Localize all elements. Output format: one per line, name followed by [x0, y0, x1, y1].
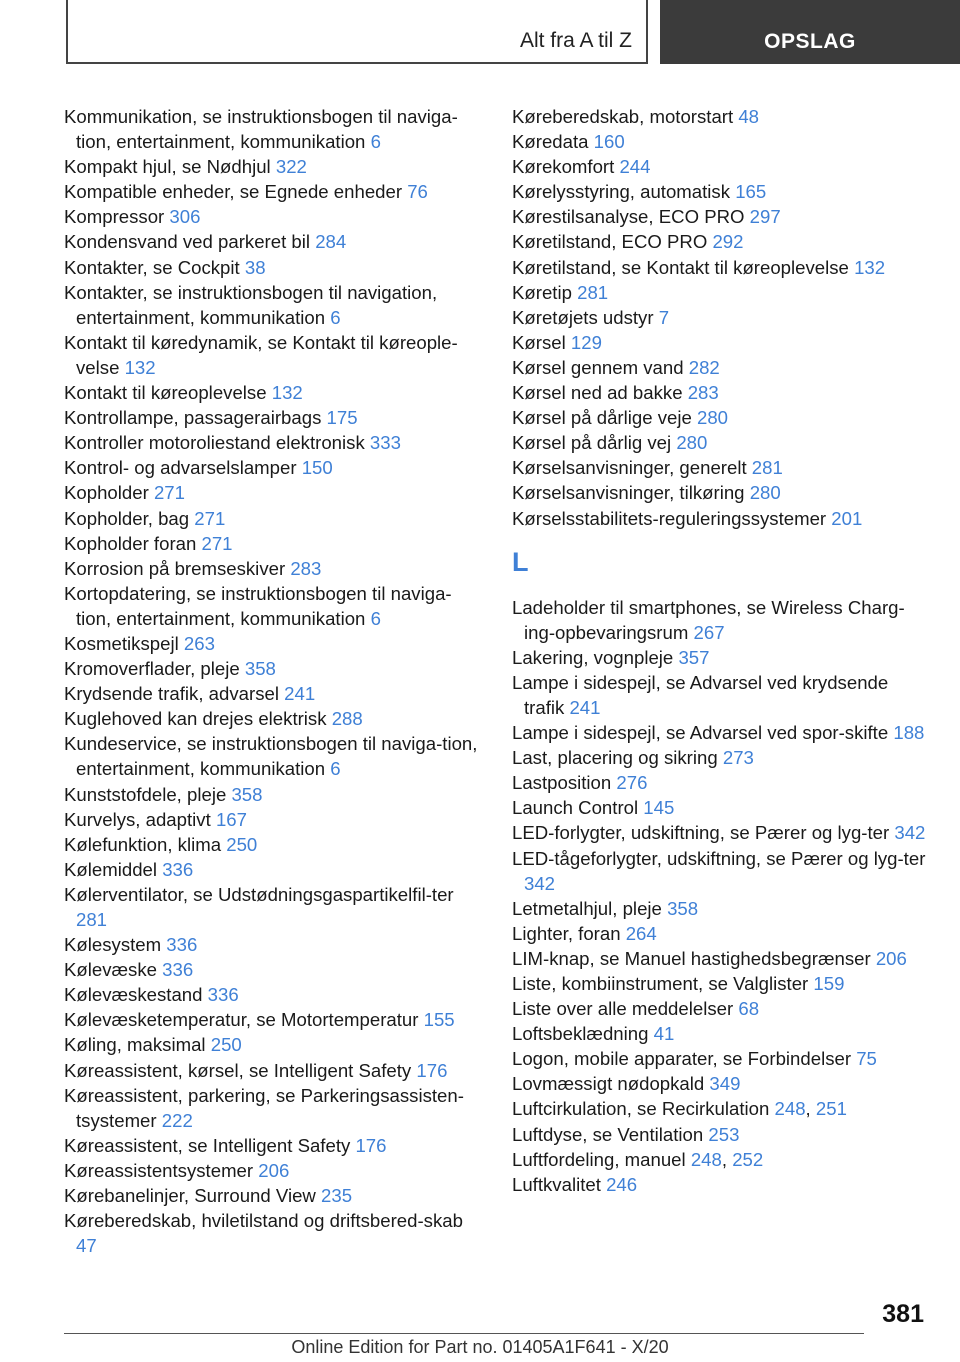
index-entry-term: Køretøjets udstyr: [512, 306, 654, 328]
page-reference-link[interactable]: 358: [244, 658, 276, 680]
index-entry: [512, 795, 932, 820]
page-reference-link[interactable]: 271: [201, 532, 233, 554]
index-entry: [64, 656, 484, 681]
page-reference-link[interactable]: 155: [423, 1009, 455, 1031]
page-reference-link[interactable]: 276: [616, 772, 648, 794]
index-group-k: [512, 104, 932, 531]
index-entry-term: Kondensvand ved parkeret bil: [64, 231, 311, 253]
index-entry: [512, 720, 932, 745]
index-entry-term: Køretilstand, ECO PRO: [512, 231, 708, 253]
page-reference-link[interactable]: 68: [738, 998, 760, 1020]
index-entry: [64, 405, 484, 430]
page-reference-link[interactable]: 342: [524, 872, 556, 894]
index-entry-term: Lampe i sidespejl, se Advarsel ved spor-skifte: [512, 722, 889, 744]
page-reference-link[interactable]: 159: [813, 973, 845, 994]
index-entry-term: Lakering, vognpleje: [512, 646, 674, 668]
page-reference-link[interactable]: 150: [301, 457, 333, 479]
page-reference-link[interactable]: 336: [166, 934, 198, 956]
index-entry: [64, 1208, 484, 1258]
index-entry-term: Luftfordeling, manuel: [512, 1148, 686, 1170]
page-reference-link[interactable]: 75: [856, 1048, 877, 1070]
index-entry: [64, 1183, 484, 1208]
index-entry-term: Kørsel på dårlige veje: [512, 407, 692, 429]
index-entry-term: Køretilstand, se Kontakt til køreoplevelse: [512, 256, 849, 278]
page-reference-link[interactable]: 6: [370, 607, 381, 629]
index-entry-term: Kurvelys, adaptivt: [64, 808, 211, 830]
index-entry: [512, 896, 932, 921]
page-reference-link[interactable]: 41: [653, 1023, 675, 1045]
page-reference-link[interactable]: 241: [284, 683, 316, 705]
index-entry-term: Liste, kombiinstrument, se Valglister: [512, 973, 809, 994]
page-reference-link[interactable]: 132: [124, 356, 156, 378]
index-entry-term: Loftsbeklædning: [512, 1023, 649, 1045]
index-entry-term: Kromoverflader, pleje: [64, 658, 240, 680]
index-entry: [512, 846, 932, 896]
index-entry-term: LED-forlygter, udskiftning, se Pærer og lyg-ter: [512, 822, 890, 844]
index-entry: [512, 670, 932, 720]
page-reference-link[interactable]: 271: [153, 482, 185, 504]
index-entry-term: Køreassistent, kørsel, se Intelligent Safety: [64, 1059, 412, 1081]
index-entry: [64, 179, 484, 204]
index-entry: [64, 631, 484, 656]
index-entry-term: Kortopdatering, se instruktionsbogen til naviga-tion, entertainment, kommunikation: [64, 582, 452, 629]
index-entry-term: Kundeservice, se instruktionsbogen til naviga-tion, entertainment, kommunikation: [64, 733, 478, 780]
index-entry: [64, 807, 484, 832]
index-entry: [512, 154, 932, 179]
index-entry-term: Kopholder foran: [64, 532, 197, 554]
page-reference-link[interactable]: 248: [690, 1148, 722, 1170]
index-entry: [64, 731, 484, 781]
index-entry-term: Kørsel ned ad bakke: [512, 382, 683, 404]
index-entry: [512, 480, 932, 505]
page-reference-link[interactable]: 336: [207, 984, 239, 1006]
index-entry: [512, 280, 932, 305]
index-entry: [64, 280, 484, 330]
page-reference-link[interactable]: 206: [258, 1159, 290, 1181]
page-reference-link[interactable]: 132: [271, 382, 303, 404]
index-entry: [64, 957, 484, 982]
page-reference-link[interactable]: 306: [169, 206, 201, 228]
index-entry-term: Kørselsanvisninger, tilkøring: [512, 482, 745, 504]
index-entry: [512, 430, 932, 455]
page-reference-link[interactable]: 129: [570, 331, 602, 353]
index-entry: [64, 330, 484, 380]
page-reference-link[interactable]: 246: [606, 1173, 638, 1195]
page-reference-link[interactable]: 253: [708, 1123, 740, 1145]
page-reference-link[interactable]: 357: [678, 646, 710, 668]
index-entry-term: Kompatible enheder, se Egnede enheder: [64, 181, 403, 203]
page-reference-link[interactable]: 280: [676, 432, 708, 454]
index-entry: Luftfordeling, manuel 248, 252: [512, 1148, 764, 1170]
page-reference-link[interactable]: 336: [162, 858, 194, 880]
page-reference-link[interactable]: 48: [738, 106, 760, 127]
page-reference-link[interactable]: 6: [330, 758, 341, 780]
index-entry: [512, 506, 932, 531]
page-reference-link[interactable]: 201: [831, 507, 863, 529]
index-entry: [512, 305, 932, 330]
index-entry-term: Kølevæske: [64, 959, 157, 981]
page-reference-link[interactable]: 281: [76, 909, 108, 930]
page-reference-link[interactable]: 342: [894, 822, 926, 844]
index-entry-term: Lastposition: [512, 772, 612, 794]
index-entry: [64, 1083, 484, 1133]
page-reference-link[interactable]: 250: [210, 1034, 242, 1056]
index-entry-term: Kompakt hjul, se Nødhjul: [64, 156, 271, 178]
index-entry: [64, 706, 484, 731]
page-reference-link[interactable]: 7: [658, 306, 670, 328]
index-entry: [512, 380, 932, 405]
index-entry: [64, 1007, 484, 1032]
page-reference-link[interactable]: 235: [321, 1185, 353, 1207]
index-entry-term: Kølerventilator, se Udstødningsgaspartikelfil-ter: [64, 883, 454, 905]
index-entry: [512, 405, 932, 430]
index-entry: [512, 645, 932, 670]
page-reference-link[interactable]: 273: [722, 747, 754, 769]
index-entry-term: Kontrol- og advarselslamper: [64, 457, 297, 479]
index-entry: [64, 430, 484, 455]
index-entry: [64, 882, 484, 932]
index-entry-term: Kontakter, se Cockpit: [64, 256, 240, 278]
index-entry: [512, 595, 932, 645]
page-reference-link[interactable]: 284: [315, 231, 347, 253]
index-entry-term: Kørestilsanalyse, ECO PRO: [512, 206, 745, 228]
index-entry-term: Kommunikation, se instruktionsbogen til naviga-tion, entertainment, kommunikation: [64, 106, 458, 153]
index-entry: [64, 204, 484, 229]
index-entry-term: Kørebanelinjer, Surround View: [64, 1185, 316, 1207]
page-reference-link[interactable]: 38: [244, 256, 266, 278]
index-entry: [64, 982, 484, 1007]
index-entry-term: Logon, mobile apparater, se Forbindelser: [512, 1048, 852, 1070]
index-entry-term: Krydsende trafik, advarsel: [64, 683, 279, 705]
page-number: 381: [882, 1300, 924, 1328]
page-reference-link[interactable]: 167: [215, 808, 247, 830]
index-entry: [512, 921, 932, 946]
index-entry-term: Lampe i sidespejl, se Advarsel ved krydsende trafik: [512, 671, 889, 718]
index-entry: [512, 1122, 932, 1147]
page-reference-link[interactable]: 145: [643, 797, 675, 819]
index-entry: [64, 154, 484, 179]
index-entry: [512, 946, 932, 971]
header-section-box: [66, 0, 648, 64]
index-letter-heading: L: [512, 546, 529, 577]
index-entry-term: Kølefunktion, klima: [64, 833, 222, 855]
index-entry: [512, 1021, 932, 1046]
index-entry: [512, 204, 932, 229]
index-entry-term: Ladeholder til smartphones, se Wireless Charg-ing-opbevaringsrum: [512, 596, 905, 643]
section-title: Alt fra A til Z: [519, 29, 632, 52]
index-entry-term: Liste over alle meddelelser: [512, 998, 734, 1020]
index-entry: [64, 104, 484, 154]
index-entry: [512, 1071, 932, 1096]
index-entry: [64, 857, 484, 882]
index-entry: [512, 1172, 932, 1197]
index-entry-term: Køling, maksimal: [64, 1034, 206, 1056]
page-reference-link[interactable]: 280: [697, 407, 729, 429]
page-reference-link[interactable]: 222: [161, 1109, 193, 1131]
index-entry: [64, 506, 484, 531]
page-reference-link[interactable]: 264: [625, 922, 657, 944]
page-reference-link[interactable]: 288: [331, 708, 363, 730]
index-entry: [64, 1032, 484, 1057]
index-entry-term: Kølemiddel: [64, 858, 158, 880]
index-entry-term: Korrosion på bremseskiver: [64, 557, 286, 579]
index-entry-term: Kopholder: [64, 482, 149, 504]
index-entry-term: Kørsel gennem vand: [512, 356, 684, 378]
index-entry: [512, 745, 932, 770]
index-entry-term: Kosmetikspejl: [64, 632, 179, 654]
page-reference-link[interactable]: 248: [774, 1098, 806, 1120]
index-entry-term: Luftkvalitet: [512, 1173, 601, 1195]
page-reference-link[interactable]: 165: [735, 181, 767, 203]
page-reference-link[interactable]: 333: [369, 432, 401, 454]
index-entry: [512, 820, 932, 845]
index-entry: [64, 1058, 484, 1083]
index-entry: [64, 531, 484, 556]
index-entry: [512, 455, 932, 480]
index-entry-term: Køreassistent, parkering, se Parkeringsassisten-tsystemer: [64, 1084, 464, 1131]
index-entry: [512, 971, 932, 996]
page-reference-link[interactable]: 283: [290, 557, 322, 579]
index-entry-term: Kontakter, se instruktionsbogen til navigation, entertainment, kommunikation: [64, 281, 438, 328]
index-entry-term: Launch Control: [512, 797, 639, 819]
index-entry: [64, 1133, 484, 1158]
page-reference-link[interactable]: 282: [688, 356, 720, 378]
index-entry-term: Kørselsstabilitets-reguleringssystemer: [512, 507, 827, 529]
index-entry: [64, 229, 484, 254]
index-entry-term: Kopholder, bag: [64, 507, 190, 529]
index-entry-term: Kontrollampe, passagerairbags: [64, 407, 322, 429]
page-reference-link[interactable]: 132: [854, 256, 886, 278]
page-reference-link[interactable]: 252: [732, 1148, 764, 1170]
index-entry: [64, 782, 484, 807]
page-reference-link[interactable]: 283: [687, 382, 719, 404]
page-reference-link[interactable]: 358: [667, 897, 699, 919]
chapter-title: OPSLAG: [764, 30, 856, 53]
index-entry: [64, 255, 484, 280]
page-reference-link[interactable]: 47: [76, 1235, 97, 1257]
page-reference-link[interactable]: 76: [407, 181, 428, 203]
index-entry-term: Kørsel på dårlig vej: [512, 432, 672, 454]
page-reference-link[interactable]: 297: [749, 206, 781, 228]
index-entry: [512, 255, 932, 280]
index-group-l: [512, 595, 932, 1197]
page-reference-link[interactable]: 176: [416, 1059, 448, 1081]
page-reference-link[interactable]: 322: [275, 156, 307, 178]
page-reference-link[interactable]: 6: [370, 131, 381, 153]
index-entry-term: Kølesystem: [64, 934, 162, 956]
index-entry-term: Kørsel: [512, 331, 566, 353]
index-entry-term: Lovmæssigt nødopkald: [512, 1073, 705, 1095]
index-entry: [64, 832, 484, 857]
page-reference-link[interactable]: 175: [326, 407, 358, 429]
index-entry: [512, 330, 932, 355]
index-entry-term: Last, placering og sikring: [512, 747, 718, 769]
page-reference-link[interactable]: 358: [231, 783, 263, 805]
page-reference-link[interactable]: 281: [577, 281, 609, 303]
index-entry-term: Kontakt til køredynamik, se Kontakt til køreople-velse: [64, 331, 458, 378]
page-reference-link[interactable]: 176: [355, 1134, 387, 1156]
page-reference-link[interactable]: 241: [569, 696, 601, 718]
index-entry-term: Luftdyse, se Ventilation: [512, 1123, 704, 1145]
index-entry: [512, 996, 932, 1021]
index-entry: [512, 770, 932, 795]
page-reference-link[interactable]: 280: [749, 482, 781, 504]
index-entry: [64, 480, 484, 505]
index-entry-term: Kuglehoved kan drejes elektrisk: [64, 708, 327, 730]
page-reference-link[interactable]: 206: [875, 947, 907, 969]
page-reference-link[interactable]: 267: [693, 621, 725, 643]
index-entry: [512, 229, 932, 254]
index-entry-term: Kunststofdele, pleje: [64, 783, 227, 805]
index-entry: Luftcirkulation, se Recirkulation 248, 251: [512, 1098, 847, 1120]
page-reference-link[interactable]: 336: [162, 959, 194, 981]
index-entry: [64, 556, 484, 581]
page-reference-link[interactable]: 244: [619, 156, 651, 178]
index-entry-term: Kølevæsketemperatur, se Motortemperatur: [64, 1009, 419, 1031]
index-entry-term: Køreassistentsystemer: [64, 1159, 254, 1181]
index-entry: [64, 1158, 484, 1183]
index-entry-term: Køredata: [512, 131, 589, 153]
index-entry: [512, 179, 932, 204]
page-reference-link[interactable]: 271: [194, 507, 226, 529]
index-entry: [64, 380, 484, 405]
index-entry: [512, 129, 932, 154]
footer-divider: [64, 1333, 864, 1334]
index-entry-term: Køretip: [512, 281, 572, 303]
page-reference-link[interactable]: 292: [712, 231, 744, 253]
page-reference-link[interactable]: 281: [751, 457, 783, 479]
footer-edition-text: Online Edition for Part no. 01405A1F641 - X/20: [291, 1337, 669, 1357]
index-entry-term: Letmetalhjul, pleje: [512, 897, 662, 919]
index-entry-term: Køreassistent, se Intelligent Safety: [64, 1134, 351, 1156]
index-entry: [512, 104, 932, 129]
index-entry-term: Køreberedskab, hviletilstand og driftsbered-skab: [64, 1210, 463, 1232]
index-entry: [512, 355, 932, 380]
index-entry-term: Luftcirkulation, se Recirkulation: [512, 1098, 770, 1120]
index-entry-term: Kølevæskestand: [64, 984, 203, 1006]
index-entry-term: Kørelysstyring, automatisk: [512, 181, 731, 203]
index-entry-term: Kørekomfort: [512, 156, 615, 178]
index-entry: [512, 1046, 932, 1071]
index-entry: [64, 932, 484, 957]
page-reference-link[interactable]: 251: [815, 1098, 847, 1120]
page-reference-link[interactable]: 250: [226, 833, 258, 855]
index-entry-term: LIM-knap, se Manuel hastighedsbegrænser: [512, 947, 871, 969]
index-entry-term: Kontroller motoroliestand elektronisk: [64, 432, 365, 454]
index-entry-term: Køreberedskab, motorstart: [512, 106, 734, 127]
index-entry-term: LED-tågeforlygter, udskiftning, se Pærer og lyg-ter: [512, 847, 926, 869]
page-reference-link[interactable]: 6: [330, 306, 341, 328]
index-entry: [64, 581, 484, 631]
page-reference-link[interactable]: 263: [183, 632, 215, 654]
index-entry: [64, 455, 484, 480]
header-chapter-tab: [660, 0, 960, 64]
index-entry-term: Kontakt til køreoplevelse: [64, 382, 267, 404]
page-reference-link[interactable]: 160: [593, 131, 625, 153]
index-column-left: [64, 104, 484, 1258]
index-entry-term: Lighter, foran: [512, 922, 621, 944]
index-entry-term: Kompressor: [64, 206, 165, 228]
index-entry-term: Kørselsanvisninger, generelt: [512, 457, 747, 479]
page-reference-link[interactable]: 349: [709, 1073, 741, 1095]
page-reference-link[interactable]: 188: [893, 722, 925, 744]
index-entry: [64, 681, 484, 706]
index-column-right: [512, 104, 932, 1197]
